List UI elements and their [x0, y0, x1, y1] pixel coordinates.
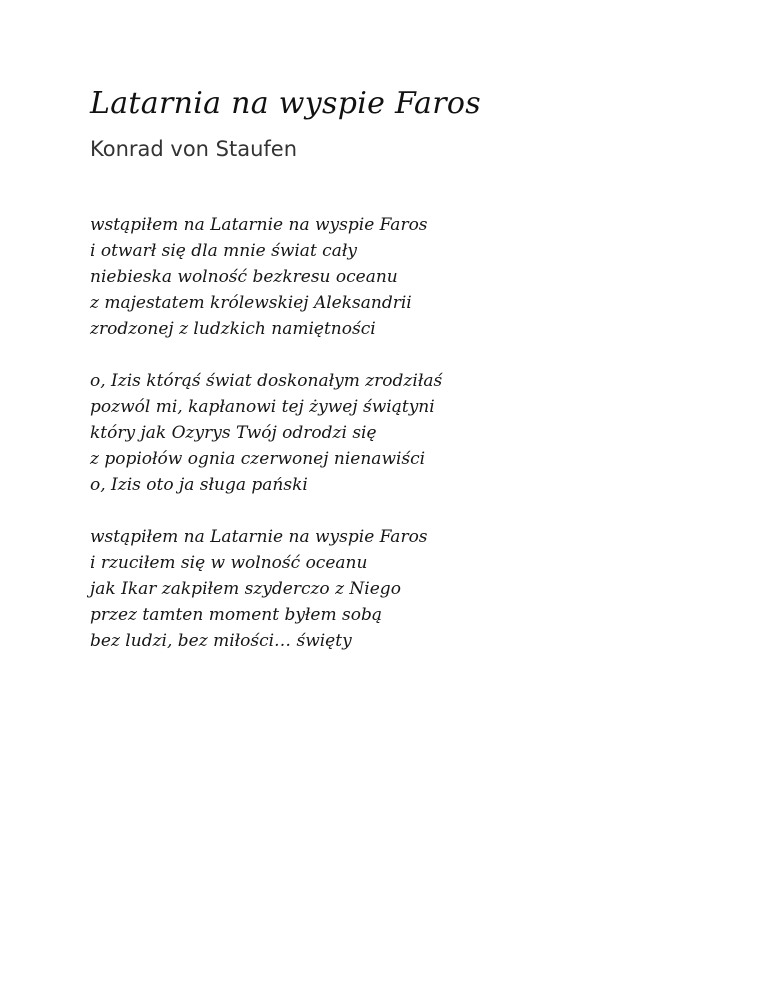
poem-line: o, Izis którąś świat doskonałym zrodziłaś [90, 371, 443, 391]
poem-line: i otwarł się dla mnie świat cały [90, 241, 357, 261]
poem-line: o, Izis oto ja sługa pański [90, 475, 308, 495]
poem-body [90, 212, 730, 680]
stanza-2 [90, 368, 730, 498]
stanza-1 [90, 212, 730, 342]
poem-line: z majestatem królewskiej Aleksandrii [90, 293, 412, 313]
poem-author: Konrad von Staufen [90, 137, 298, 161]
poem-title: Latarnia na wyspie Faros [90, 86, 481, 121]
poem-line: jak Ikar zakpiłem szyderczo z Niego [90, 579, 401, 599]
poem-line: który jak Ozyrys Twój odrodzi się [90, 423, 377, 443]
poem-line: wstąpiłem na Latarnie na wyspie Faros [90, 527, 428, 547]
poem-line: niebieska wolność bezkresu oceanu [90, 267, 398, 287]
poem-line: z popiołów ognia czerwonej nienawiści [90, 449, 426, 469]
poem-line: przez tamten moment byłem sobą [90, 605, 382, 625]
poem-line: wstąpiłem na Latarnie na wyspie Faros [90, 215, 428, 235]
stanza-3 [90, 524, 730, 654]
poem-line: bez ludzi, bez miłości… święty [90, 631, 352, 651]
poem-line: pozwól mi, kapłanowi tej żywej świątyni [90, 397, 435, 417]
poem-line: i rzuciłem się w wolność oceanu [90, 553, 368, 573]
poem-line: zrodzonej z ludzkich namiętności [90, 319, 376, 339]
